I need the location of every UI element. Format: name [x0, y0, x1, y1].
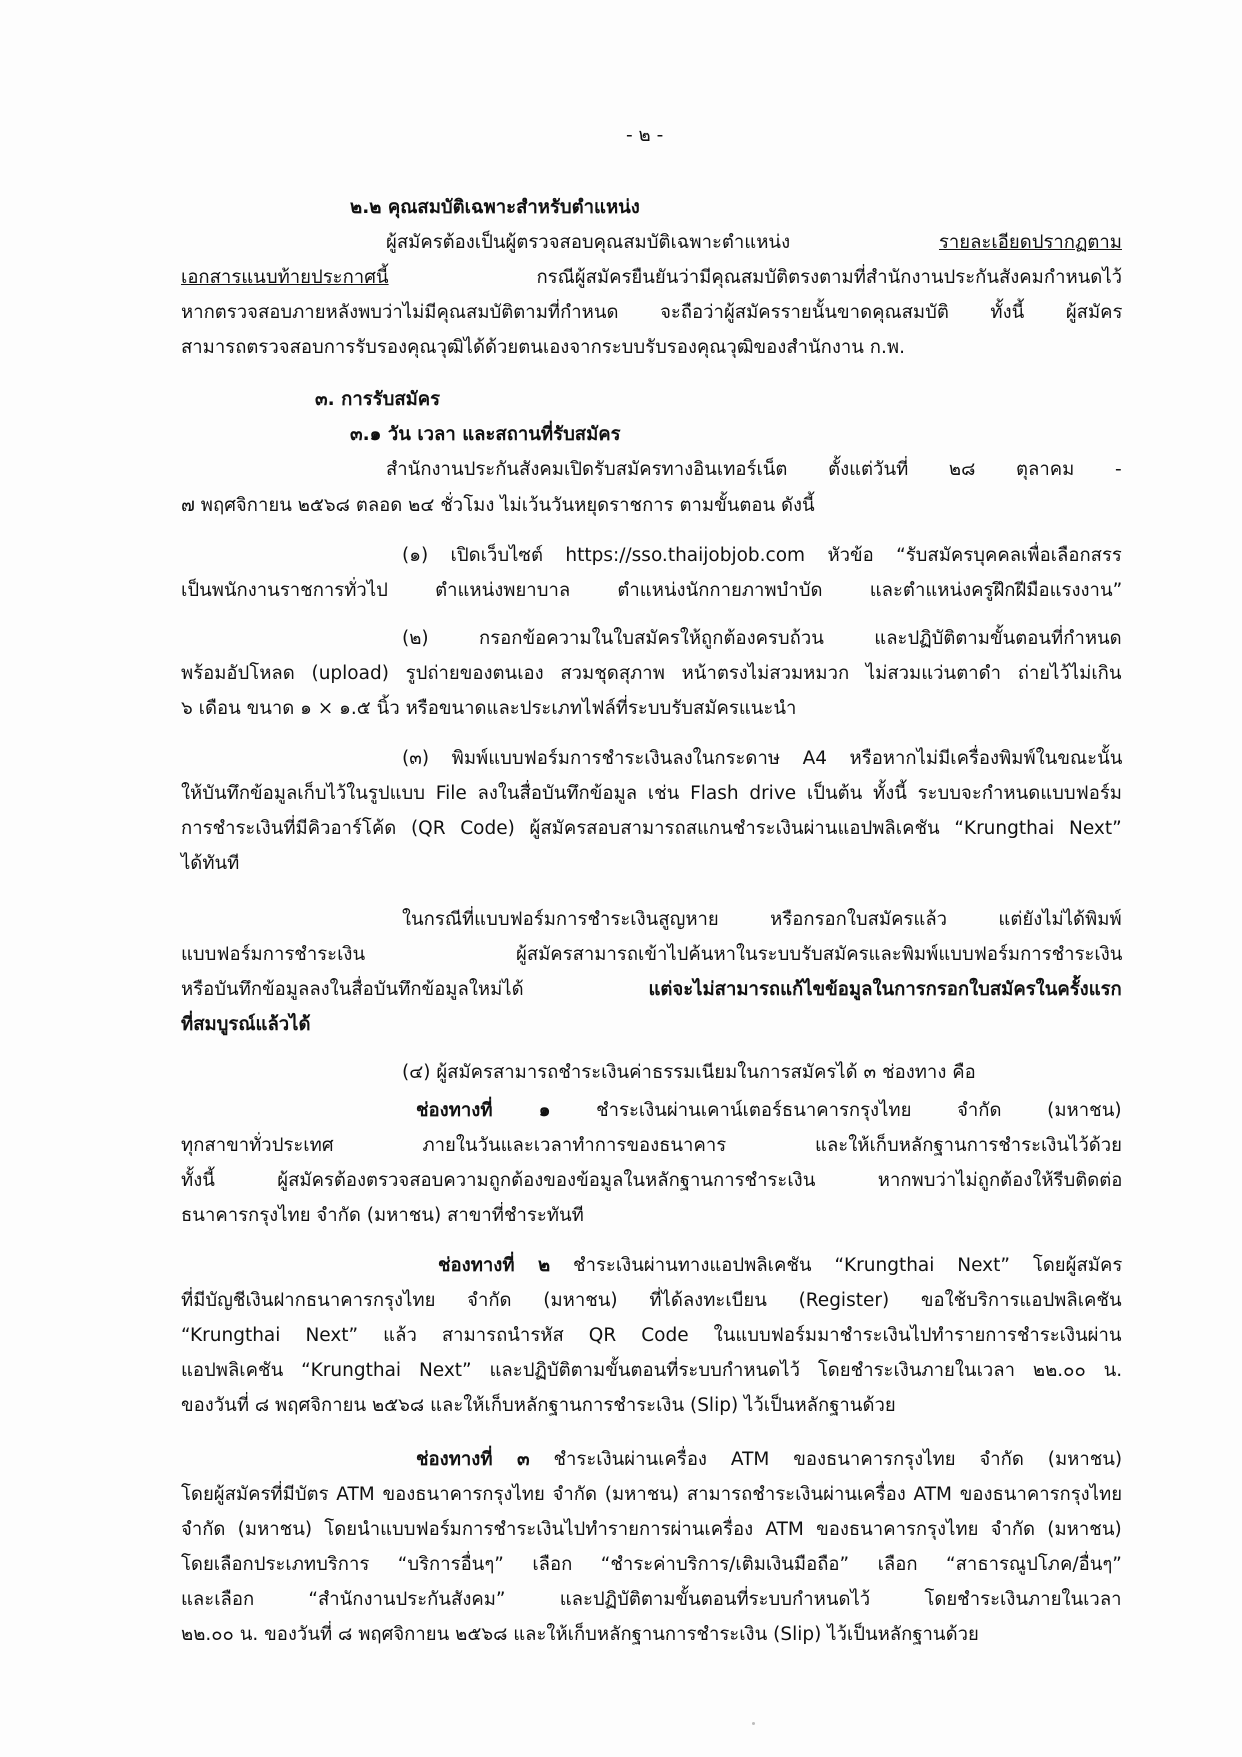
text-line: ๖ เดือน ขนาด ๑ × ๑.๕ นิ้ว หรือขนาดและประเภทไฟล์ที่ระบบรับสมัครแนะนำ	[181, 698, 797, 719]
text-line: ทั้งนี้ ผู้สมัครต้องตรวจสอบความถูกต้องของข้อมูลในหลักฐานการชำระเงิน หากพบว่าไม่ถูกต้องให้รีบติดต่อ	[181, 1170, 1123, 1191]
bold-text: ช่องทางที่ ๑	[416, 1100, 551, 1121]
bold-text: ช่องทางที่ ๓	[416, 1449, 530, 1470]
text-line: (๔) ผู้สมัครสามารถชำระเงินค่าธรรมเนียมในการสมัครได้ ๓ ช่องทาง คือ	[402, 1062, 976, 1083]
text-line: ของวันที่ ๘ พฤศจิกายน ๒๕๖๘ และให้เก็บหลักฐานการชำระเงิน (Slip) ไว้เป็นหลักฐานด้วย	[181, 1395, 896, 1416]
bold-text: แต่จะไม่สามารถแก้ไขข้อมูลในการกรอกใบสมัครในครั้งแรก	[648, 979, 1122, 1000]
text-line: หากตรวจสอบภายหลังพบว่าไม่มีคุณสมบัติตามที่กำหนด จะถือว่าผู้สมัครรายนั้นขาดคุณสมบัติ ทั้งนี้ ผู้สมัคร	[181, 302, 1123, 323]
text-line	[416, 1094, 1122, 1128]
text-line: ๓. การรับสมัคร	[315, 389, 441, 410]
text-line: และเลือก “สำนักงานประกันสังคม” และปฏิบัติตามขั้นตอนที่ระบบกำหนดไว้ โดยชำระเงินภายในเวลา	[181, 1589, 1122, 1610]
text-line: (๓) พิมพ์แบบฟอร์มการชำระเงินลงในกระดาษ A4 หรือหากไม่มีเครื่องพิมพ์ในขณะนั้น	[402, 748, 1123, 769]
text-line: จำกัด (มหาชน) โดยนำแบบฟอร์มการชำระเงินไปทำรายการผ่านเครื่อง ATM ของธนาคารกรุงไทย จำกัด (มหาชน)	[181, 1519, 1122, 1540]
text-line: ๓.๑ วัน เวลา และสถานที่รับสมัคร	[350, 424, 621, 445]
text-line: ๒.๒ คุณสมบัติเฉพาะสำหรับตำแหน่ง	[350, 197, 640, 218]
text-line: แอปพลิเคชัน “Krungthai Next” และปฏิบัติตามขั้นตอนที่ระบบกำหนดไว้ โดยชำระเงินภายในเวลา ๒๒.๐๐ น.	[181, 1360, 1123, 1381]
text-line: การชำระเงินที่มีคิวอาร์โค้ด (QR Code) ผู้สมัครสอบสามารถสแกนชำระเงินผ่านแอปพลิเคชัน “Krungthai Next”	[181, 818, 1122, 839]
page-number: - ๒ -	[626, 125, 664, 146]
text-line: ในกรณีที่แบบฟอร์มการชำระเงินสูญหาย หรือกรอกใบสมัครแล้ว แต่ยังไม่ได้พิมพ์	[402, 909, 1122, 930]
text-line: พร้อมอัปโหลด (upload) รูปถ่ายของตนเอง สวมชุดสุภาพ หน้าตรงไม่สวมหมวก ไม่สวมแว่นตาดำ ถ่ายไว้ไม่เกิน	[181, 663, 1122, 684]
text-line	[416, 1443, 1122, 1477]
text-line: ๗ พฤศจิกายน ๒๕๖๘ ตลอด ๒๔ ชั่วโมง ไม่เว้นวันหยุดราชการ ตามขั้นตอน ดังนี้	[181, 495, 815, 516]
text-line: แบบฟอร์มการชำระเงิน ผู้สมัครสามารถเข้าไปค้นหาในระบบรับสมัครและพิมพ์แบบฟอร์มการชำระเงิน	[181, 944, 1123, 965]
text-line	[181, 261, 1122, 295]
text-line: เป็นพนักงานราชการทั่วไป ตำแหน่งพยาบาล ตำแหน่งนักกายภาพบำบัด และตำแหน่งครูฝึกฝีมือแรงงาน”	[181, 580, 1123, 601]
text-segment: หรือบันทึกข้อมูลลงในสื่อบันทึกข้อมูลใหม่ได้	[181, 979, 649, 1000]
text-line: สามารถตรวจสอบการรับรองคุณวุฒิได้ด้วยตนเองจากระบบรับรองคุณวุฒิของสำนักงาน ก.พ.	[181, 337, 905, 358]
text-segment: ชำระเงินผ่านทางแอปพลิเคชัน “Krungthai Next” โดยผู้สมัคร	[550, 1255, 1123, 1276]
text-segment: ผู้สมัครต้องเป็นผู้ตรวจสอบคุณสมบัติเฉพาะตำแหน่ง	[386, 232, 939, 253]
bold-text: ช่องทางที่ ๒	[438, 1255, 551, 1276]
text-line: สำนักงานประกันสังคมเปิดรับสมัครทางอินเทอร์เน็ต ตั้งแต่วันที่ ๒๘ ตุลาคม -	[386, 459, 1122, 480]
text-line: ธนาคารกรุงไทย จำกัด (มหาชน) สาขาที่ชำระทันที	[181, 1205, 584, 1226]
text-line: ได้ทันที	[181, 853, 240, 874]
text-segment: ชำระเงินผ่านเคาน์เตอร์ธนาคารกรุงไทย จำกัด (มหาชน)	[550, 1100, 1122, 1121]
text-line: ให้บันทึกข้อมูลเก็บไว้ในรูปแบบ File ลงในสื่อบันทึกข้อมูล เช่น Flash drive เป็นต้น ทั้งนี้ ระบบจะกำหนดแบบฟอร์ม	[181, 783, 1123, 804]
text-line: ๒๒.๐๐ น. ของวันที่ ๘ พฤศจิกายน ๒๕๖๘ และให้เก็บหลักฐานการชำระเงิน (Slip) ไว้เป็นหลักฐานด้วย	[181, 1624, 979, 1645]
text-segment: กรณีผู้สมัครยืนยันว่ามีคุณสมบัติตรงตามที่สำนักงานประกันสังคมกำหนดไว้	[388, 267, 1123, 288]
underlined-text: เอกสารแนบท้ายประกาศนี้	[181, 267, 389, 288]
underlined-text: รายละเอียดปรากฏตาม	[938, 232, 1122, 253]
text-segment: ชำระเงินผ่านเครื่อง ATM ของธนาคารกรุงไทย จำกัด (มหาชน)	[529, 1449, 1123, 1470]
text-line: (๒) กรอกข้อความในใบสมัครให้ถูกต้องครบถ้วน และปฏิบัติตามขั้นตอนที่กำหนด	[402, 628, 1122, 649]
text-line	[181, 973, 1122, 1007]
text-line: โดยผู้สมัครที่มีบัตร ATM ของธนาคารกรุงไทย จำกัด (มหาชน) สามารถชำระเงินผ่านเครื่อง ATM ของธนาคารกรุงไทย	[181, 1484, 1123, 1505]
scan-speck	[752, 1722, 755, 1725]
text-line	[386, 226, 1122, 260]
text-line: ที่มีบัญชีเงินฝากธนาคารกรุงไทย จำกัด (มหาชน) ที่ได้ลงทะเบียน (Register) ขอใช้บริการแอปพลิเคชัน	[181, 1290, 1122, 1311]
text-line: ทุกสาขาทั่วประเทศ ภายในวันและเวลาทำการของธนาคาร และให้เก็บหลักฐานการชำระเงินไว้ด้วย	[181, 1135, 1122, 1156]
text-line: “Krungthai Next” แล้ว สามารถนำรหัส QR Code ในแบบฟอร์มมาชำระเงินไปทำรายการชำระเงินผ่าน	[181, 1325, 1122, 1346]
text-line: โดยเลือกประเภทบริการ “บริการอื่นๆ” เลือก “ชำระค่าบริการ/เติมเงินมือถือ” เลือก “สาธารณูปโภค/อื่นๆ”	[181, 1554, 1122, 1575]
text-line: (๑) เปิดเว็บไซต์ https://sso.thaijobjob.com หัวข้อ “รับสมัครบุคคลเพื่อเลือกสรร	[402, 545, 1122, 566]
text-line	[438, 1249, 1122, 1283]
text-line: ที่สมบูรณ์แล้วได้	[181, 1014, 311, 1035]
